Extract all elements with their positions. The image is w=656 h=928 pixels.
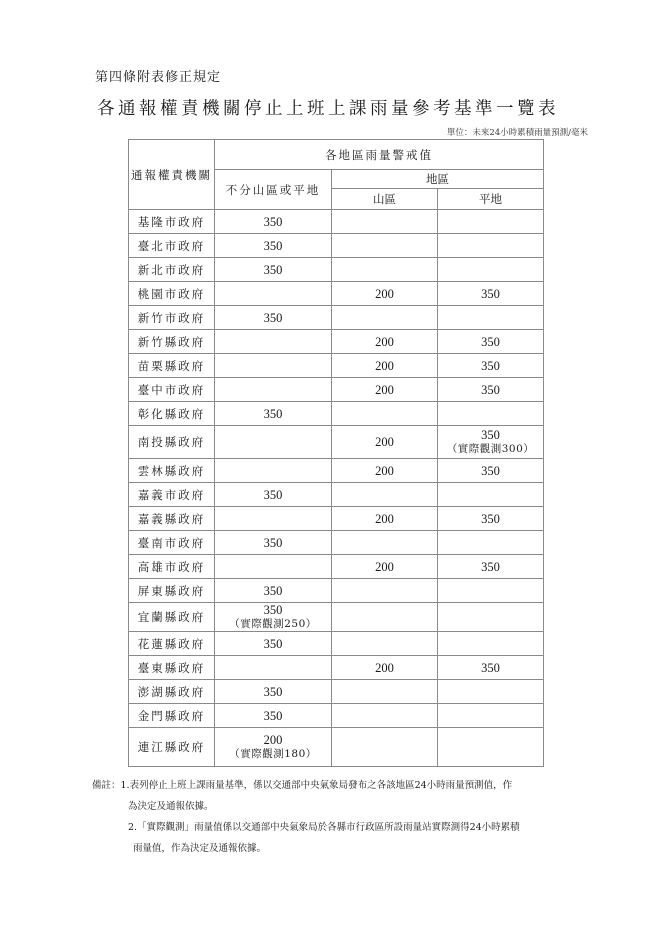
- table-row: [129, 704, 544, 728]
- cell-all-region-value: 350: [263, 708, 283, 723]
- cell-mountain-value: 200: [375, 358, 394, 373]
- table-row: [129, 656, 544, 680]
- cell-org: 新竹市政府: [129, 306, 215, 330]
- header-all-region: 不分山區或平地: [215, 170, 332, 210]
- cell-plain-value: 350: [481, 660, 500, 675]
- cell-all-region: [215, 507, 332, 531]
- cell-plain: [438, 210, 544, 234]
- cell-mountain: [332, 282, 438, 306]
- cell-org: 雲林縣政府: [129, 459, 215, 483]
- cell-org: 嘉義縣政府: [129, 507, 215, 531]
- table-row: [129, 531, 544, 555]
- cell-mountain: [332, 632, 438, 656]
- cell-org: 高雄市政府: [129, 555, 215, 579]
- table-row: [129, 459, 544, 483]
- cell-all-region-observed-note: （實際觀測180）: [229, 748, 317, 760]
- table-row: [129, 680, 544, 704]
- cell-plain-value: 350: [481, 511, 500, 526]
- cell-all-region: [215, 330, 332, 354]
- table-row: [129, 728, 544, 767]
- cell-mountain: [332, 603, 438, 632]
- note-2-line-1: 2.「實際觀測」雨量值係以交通部中央氣象局於各縣市行政區所設雨量站實際測得24小時累積: [128, 822, 520, 833]
- table-row: [129, 210, 544, 234]
- cell-plain: [438, 656, 544, 680]
- cell-all-region-value: 350: [263, 487, 283, 502]
- cell-plain-value: 350: [481, 428, 500, 442]
- cell-plain: [438, 483, 544, 507]
- cell-mountain: [332, 507, 438, 531]
- cell-org: 基隆市政府: [129, 210, 215, 234]
- cell-org: 南投縣政府: [129, 426, 215, 459]
- cell-plain: [438, 282, 544, 306]
- cell-plain-value: 350: [481, 559, 500, 574]
- rainfall-threshold-table: [128, 139, 544, 767]
- cell-plain: [438, 632, 544, 656]
- document-heading: 第四條附表修正規定: [95, 70, 222, 85]
- cell-all-region-value: 350: [263, 214, 283, 229]
- table-row: [129, 483, 544, 507]
- cell-all-region: [215, 632, 332, 656]
- cell-plain-value: 350: [481, 463, 500, 478]
- table-row: [129, 555, 544, 579]
- cell-org: 新竹縣政府: [129, 330, 215, 354]
- cell-plain: [438, 426, 544, 459]
- cell-mountain-value: 200: [375, 511, 394, 526]
- cell-plain: [438, 531, 544, 555]
- document-title: 各通報權責機關停止上班上課雨量參考基準一覽表: [97, 99, 559, 119]
- cell-mountain: [332, 728, 438, 767]
- cell-mountain: [332, 483, 438, 507]
- table-row: [129, 402, 544, 426]
- cell-all-region: [215, 531, 332, 555]
- notes: [92, 775, 592, 859]
- cell-plain: [438, 354, 544, 378]
- cell-mountain: [332, 210, 438, 234]
- cell-mountain: [332, 426, 438, 459]
- cell-all-region: [215, 656, 332, 680]
- cell-mountain: [332, 555, 438, 579]
- cell-all-region: [215, 555, 332, 579]
- cell-org: 臺北市政府: [129, 234, 215, 258]
- cell-org: 臺中市政府: [129, 378, 215, 402]
- cell-all-region-value: 350: [263, 406, 283, 421]
- cell-org: 苗栗縣政府: [129, 354, 215, 378]
- cell-mountain: [332, 402, 438, 426]
- header-mountain: 山區: [332, 189, 438, 210]
- cell-mountain: [332, 459, 438, 483]
- cell-plain-value: 350: [481, 286, 500, 301]
- cell-mountain: [332, 704, 438, 728]
- cell-mountain: [332, 354, 438, 378]
- cell-org: 屏東縣政府: [129, 579, 215, 603]
- table-row: [129, 603, 544, 632]
- cell-org: 連江縣政府: [129, 728, 215, 767]
- cell-org: 花蓮縣政府: [129, 632, 215, 656]
- cell-plain: [438, 680, 544, 704]
- cell-all-region: [215, 210, 332, 234]
- cell-mountain: [332, 680, 438, 704]
- note-1-line-2: 為決定及通報依據。: [128, 801, 214, 812]
- cell-plain-value: 350: [481, 358, 500, 373]
- cell-plain: [438, 728, 544, 767]
- cell-all-region: [215, 728, 332, 767]
- table-row: [129, 354, 544, 378]
- cell-org: 嘉義市政府: [129, 483, 215, 507]
- header-plain: 平地: [438, 189, 544, 210]
- cell-org: 彰化縣政府: [129, 402, 215, 426]
- table-row: [129, 306, 544, 330]
- cell-org: 澎湖縣政府: [129, 680, 215, 704]
- cell-all-region-value: 350: [263, 310, 283, 325]
- cell-plain: [438, 507, 544, 531]
- cell-all-region-value: 350: [263, 238, 283, 253]
- table-row: [129, 258, 544, 282]
- cell-all-region: [215, 354, 332, 378]
- cell-mountain: [332, 378, 438, 402]
- table-row: [129, 234, 544, 258]
- cell-mountain: [332, 306, 438, 330]
- cell-plain-observed-note: （實際觀測300）: [446, 443, 535, 455]
- cell-plain: [438, 378, 544, 402]
- cell-all-region-value: 350: [263, 603, 283, 617]
- cell-mountain-value: 200: [375, 286, 394, 301]
- note-1-line-1: 1.表列停止上班上課雨量基準，係以交通部中央氣象局發布之各該地區24小時雨量預測值，作: [120, 780, 513, 791]
- cell-all-region: [215, 483, 332, 507]
- cell-mountain: [332, 531, 438, 555]
- cell-plain: [438, 704, 544, 728]
- cell-mountain: [332, 656, 438, 680]
- cell-plain: [438, 579, 544, 603]
- header-region: 地區: [332, 170, 544, 189]
- cell-mountain-value: 200: [375, 382, 394, 397]
- cell-all-region: [215, 704, 332, 728]
- table-row: [129, 579, 544, 603]
- table-row: [129, 507, 544, 531]
- cell-plain: [438, 555, 544, 579]
- cell-org: 臺南市政府: [129, 531, 215, 555]
- cell-org: 金門縣政府: [129, 704, 215, 728]
- cell-mountain-value: 200: [375, 334, 394, 349]
- cell-mountain: [332, 579, 438, 603]
- cell-all-region-value: 350: [263, 535, 283, 550]
- cell-plain: [438, 603, 544, 632]
- cell-all-region: [215, 402, 332, 426]
- cell-plain: [438, 234, 544, 258]
- cell-mountain-value: 200: [375, 463, 394, 478]
- cell-mountain: [332, 258, 438, 282]
- cell-org: 宜蘭縣政府: [129, 603, 215, 632]
- cell-all-region-observed-note: （實際觀測250）: [229, 618, 317, 630]
- cell-all-region: [215, 459, 332, 483]
- note-2-line-2: 雨量值，作為決定及通報依據。: [133, 843, 267, 854]
- cell-mountain-value: 200: [375, 435, 394, 449]
- unit-label: 單位：未來24小時累積雨量預測/毫米: [446, 128, 588, 138]
- cell-all-region-value: 350: [263, 583, 283, 598]
- cell-org: 新北市政府: [129, 258, 215, 282]
- cell-all-region: [215, 579, 332, 603]
- cell-org: 桃園市政府: [129, 282, 215, 306]
- table-row: [129, 282, 544, 306]
- table-row: [129, 330, 544, 354]
- notes-label: 備註：: [92, 780, 121, 791]
- cell-mountain-value: 200: [375, 660, 394, 675]
- cell-all-region: [215, 282, 332, 306]
- table-row: [129, 378, 544, 402]
- cell-org: 臺東縣政府: [129, 656, 215, 680]
- cell-all-region: [215, 234, 332, 258]
- cell-all-region: [215, 603, 332, 632]
- cell-plain: [438, 258, 544, 282]
- cell-all-region-value: 350: [263, 684, 283, 699]
- cell-plain: [438, 306, 544, 330]
- cell-all-region: [215, 306, 332, 330]
- table-row: [129, 632, 544, 656]
- cell-all-region: [215, 426, 332, 459]
- cell-all-region: [215, 258, 332, 282]
- header-org: 通報權責機關: [129, 140, 215, 210]
- header-group: 各地區雨量警戒值: [215, 140, 544, 170]
- cell-all-region: [215, 378, 332, 402]
- cell-plain: [438, 402, 544, 426]
- cell-all-region-value: 350: [263, 262, 283, 277]
- cell-plain: [438, 330, 544, 354]
- cell-all-region: [215, 680, 332, 704]
- table-row: [129, 426, 544, 459]
- cell-mountain: [332, 330, 438, 354]
- cell-mountain-value: 200: [375, 559, 394, 574]
- cell-all-region-value: 200: [263, 733, 283, 747]
- cell-mountain: [332, 234, 438, 258]
- cell-plain-value: 350: [481, 382, 500, 397]
- cell-plain-value: 350: [481, 334, 500, 349]
- cell-all-region-value: 350: [263, 636, 283, 651]
- cell-plain: [438, 459, 544, 483]
